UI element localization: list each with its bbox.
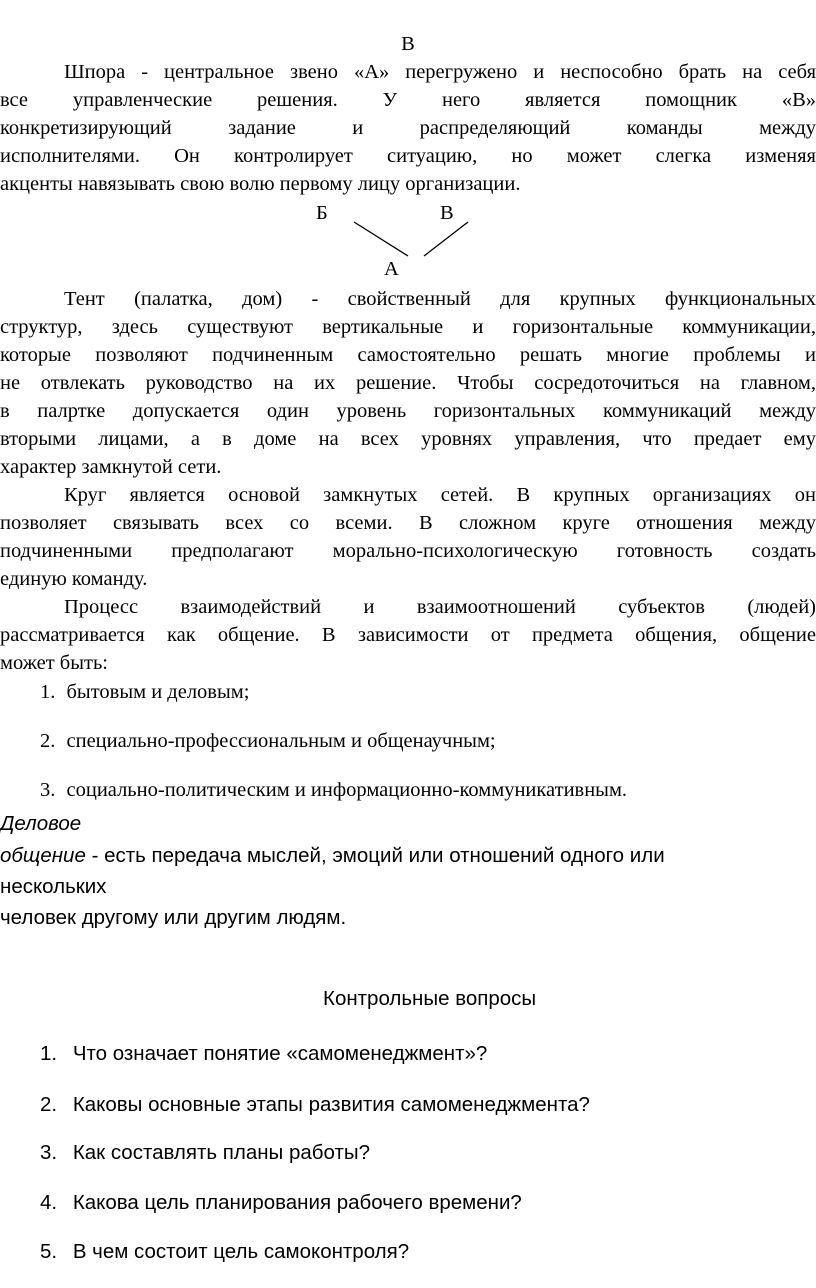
- para-tent-line-3: которые позволяют подчиненным самостоятельно решать многие проблемы и: [0, 344, 816, 366]
- list-item-number: 2.: [40, 730, 56, 752]
- question-item: [40, 1139, 370, 1167]
- list-item-text: специально-профессиональным и общенаучным;: [66, 730, 496, 752]
- question-text: Что означает понятие «самоменеджмент»?: [72, 1042, 488, 1065]
- diagram-label-left: Б: [316, 202, 328, 224]
- para-tent-line-6: вторыми лицами, а в доме на всех уровнях управления, что предает ему: [0, 428, 816, 450]
- para-spora-line-5: акценты навязывать свою волю первому лицу организации.: [0, 173, 521, 195]
- definition-line-3: нескольких: [0, 875, 107, 898]
- para-krug-line-2: позволяет связывать всех со всеми. В сложном круге отношения между: [0, 512, 816, 534]
- para-process-line-1: Процесс взаимодействий и взаимоотношений субъектов (людей): [64, 596, 816, 618]
- definition-term-line-1: [0, 810, 81, 838]
- top-letter: В: [401, 33, 415, 55]
- definition-term-part-2: общение: [0, 844, 86, 867]
- definition-line-2: [0, 842, 665, 870]
- para-spora-line-3: конкретизирующий задание и распределяющий команды между: [0, 117, 816, 139]
- question-text: В чем состоит цель самоконтроля?: [72, 1240, 410, 1263]
- para-tent-line-5: в палртке допускается один уровень горизонтальных коммуникаций между: [0, 400, 816, 422]
- diagram-label-right: В: [440, 202, 454, 224]
- para-tent-line-1: Тент (палатка, дом) - свойственный для крупных функциональных: [64, 288, 816, 310]
- definition-term-part-1: Деловое: [0, 812, 82, 835]
- para-process-line-2: рассматривается как общение. В зависимости от предмета общения, общение: [0, 624, 816, 646]
- question-number: 2.: [40, 1093, 58, 1116]
- diagram-line-left: [354, 222, 408, 256]
- para-krug-line-4: единую команду.: [0, 568, 148, 590]
- question-item: [40, 1040, 487, 1068]
- question-number: 3.: [40, 1141, 58, 1164]
- question-text: Каковы основные этапы развития самоменеджмента?: [72, 1093, 590, 1116]
- question-number: 1.: [40, 1042, 58, 1065]
- diagram-line-right: [424, 222, 468, 256]
- question-text: Как составлять планы работы?: [72, 1141, 370, 1164]
- question-item: [40, 1189, 522, 1217]
- question-text: Какова цель планирования рабочего времени?: [72, 1191, 522, 1214]
- question-number: 4.: [40, 1191, 58, 1214]
- para-tent-line-4: не отвлекать руководство на их решение. Чтобы сосредоточиться на главном,: [0, 372, 816, 394]
- list-item-number: 3.: [40, 779, 56, 801]
- list-item: [40, 776, 627, 804]
- para-krug-line-1: Круг является основой замкнутых сетей. В крупных организациях он: [64, 484, 816, 506]
- question-item: [40, 1091, 590, 1119]
- para-process-line-3: может быть:: [0, 652, 108, 674]
- list-item-number: 1.: [40, 681, 56, 703]
- list-item: [40, 727, 496, 755]
- para-tent-line-2: структур, здесь существуют вертикальные и горизонтальные коммуникации,: [0, 316, 816, 338]
- list-item-text: бытовым и деловым;: [66, 681, 250, 703]
- definition-line-4: человек другому или другим людям.: [0, 906, 347, 929]
- definition-text: - есть передача мыслей, эмоций или отношений одного или: [85, 844, 665, 867]
- question-item: [40, 1238, 409, 1266]
- para-spora-line-1: Шпора - центральное звено «А» перегружено и неспособно брать на себя: [64, 61, 816, 83]
- para-krug-line-3: подчиненными предполагают морально-психологическую готовность создать: [0, 540, 816, 562]
- question-number: 5.: [40, 1240, 58, 1263]
- para-spora-line-2: все управленческие решения. У него является помощник «В»: [0, 89, 816, 111]
- list-item-text: социально-политическим и информационно-коммуникативным.: [66, 779, 628, 801]
- para-tent-line-7: характер замкнутой сети.: [0, 456, 222, 478]
- list-item: [40, 678, 249, 706]
- questions-title: Контрольные вопросы: [323, 987, 537, 1010]
- para-spora-line-4: исполнителями. Он контролирует ситуацию, но может слегка изменяя: [0, 145, 816, 167]
- diagram-label-bottom: А: [384, 258, 399, 280]
- diagram-lines: [340, 218, 480, 263]
